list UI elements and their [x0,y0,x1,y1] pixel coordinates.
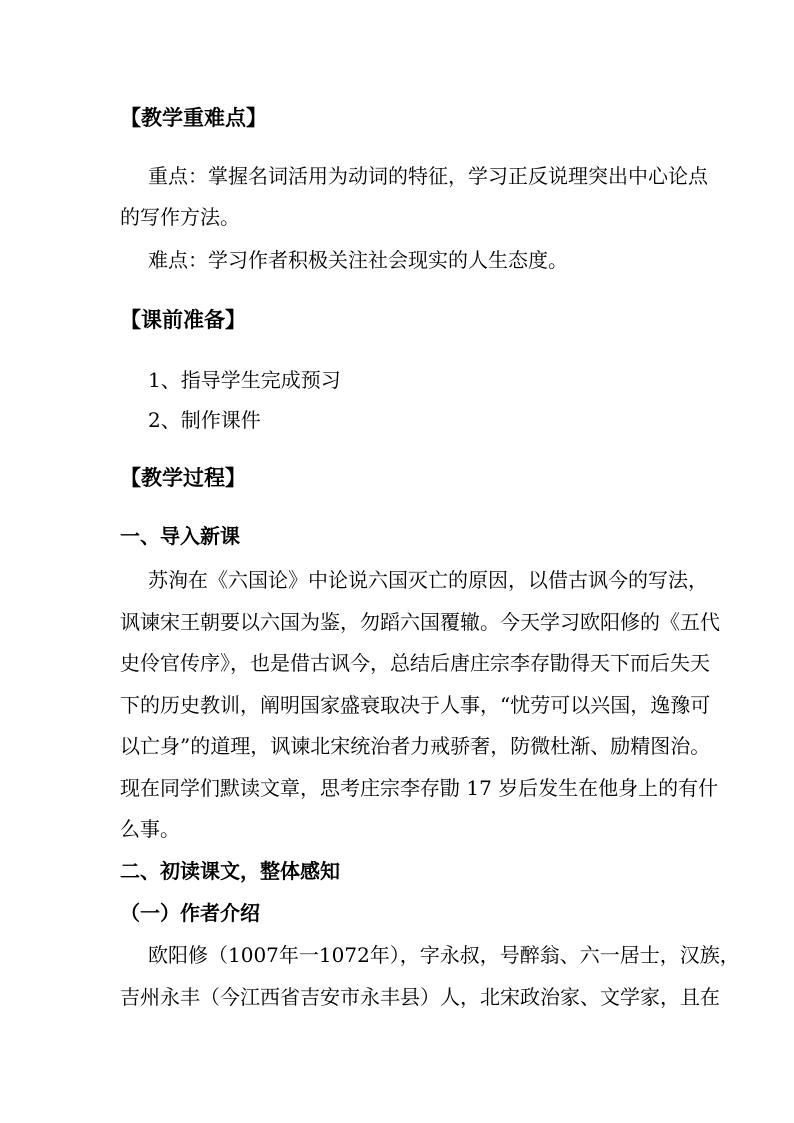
process-heading: 【教学过程】 [120,465,246,490]
difficulty-line: 难点：学习作者积极关注社会现实的人生态度。 [148,248,568,272]
part2-title: 二、初读课文，整体感知 [120,859,340,883]
author-intro-subtitle: （一）作者介绍 [120,901,260,925]
prep-item-1: 1、指导学生完成预习 [148,368,341,392]
intro-line-7: 么事。 [120,817,180,841]
intro-line-4: 下的历史教训，阐明国家盛衰取决于人事，“忧劳可以兴国，逸豫可 [120,693,711,717]
key-point-line-1: 重点：掌握名词活用为动词的特征，学习正反说理突出中心论点 [148,164,708,188]
part1-title: 一、导入新课 [120,524,240,548]
key-point-line-2: 的写作方法。 [120,205,240,229]
intro-line-5: 以亡身”的道理，讽谏北宋统治者力戒骄奢，防微杜渐、励精图治。 [120,734,711,758]
intro-line-2: 讽谏宋王朝要以六国为鉴，勿蹈六国覆辙。今天学习欧阳修的《五代 [120,610,720,634]
intro-line-3: 史伶官传序》，也是借古讽今，总结后唐庄宗李存勖得天下而后失天 [120,651,710,675]
focus-heading: 【教学重难点】 [120,105,267,130]
author-line-2: 吉州永丰（今江西省吉安市永丰县）人，北宋政治家、文学家，且在 [120,985,720,1009]
author-line-1: 欧阳修（1007年一1072年），字永叔，号醉翁、六一居士，汉族， [148,943,740,967]
prep-heading: 【课前准备】 [120,307,246,332]
prep-item-2: 2、制作课件 [148,408,261,432]
intro-line-6: 现在同学们默读文章，思考庄宗李存勖 17 岁后发生在他身上的有什 [120,776,719,800]
intro-line-1: 苏洵在《六国论》中论说六国灭亡的原因，以借古讽今的写法， [148,568,708,592]
